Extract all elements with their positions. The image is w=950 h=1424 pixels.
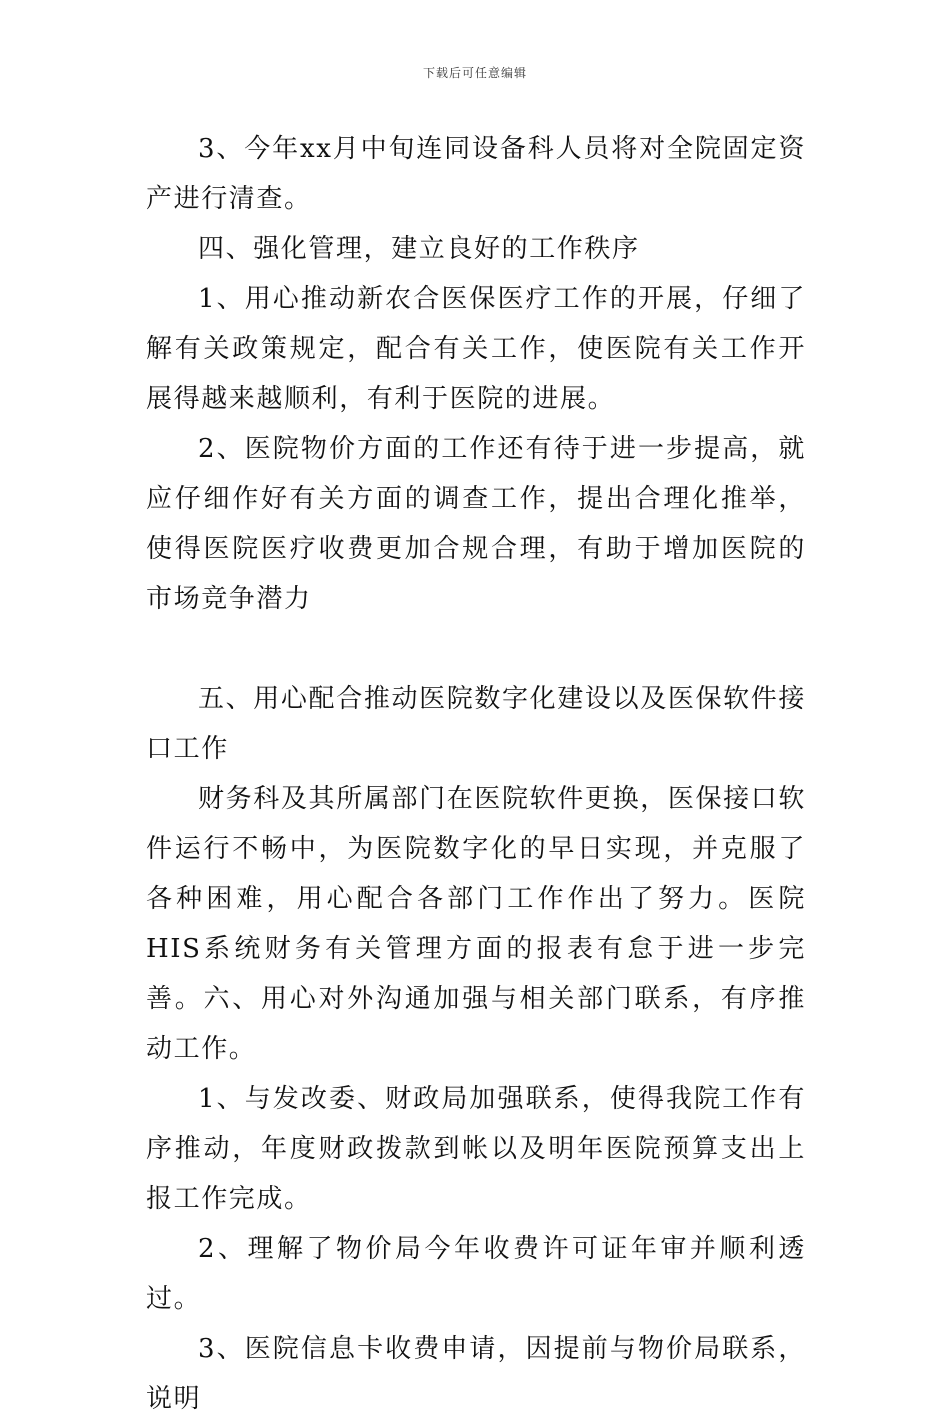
document-body: [146, 124, 806, 1424]
paragraph: 2、医院物价方面的工作还有待于进一步提高，就应仔细作好有关方面的调查工作，提出合理化推举，使得医院医疗收费更加合规合理，有助于增加医院的市场竞争潜力: [146, 434, 806, 614]
paragraph: 3、今年xx月中旬连同设备科人员将对全院固定资产进行清查。: [146, 134, 806, 214]
paragraph: 1、用心推动新农合医保医疗工作的开展，仔细了解有关政策规定，配合有关工作，使医院有关工作开展得越来越顺利，有利于医院的进展。: [146, 284, 806, 414]
section-heading: 五、用心配合推动医院数字化建设以及医保软件接口工作: [146, 684, 806, 764]
paragraph: 1、与发改委、财政局加强联系，使得我院工作有序推动，年度财政拨款到帐以及明年医院预算支出上报工作完成。: [146, 1084, 806, 1214]
paragraph: 财务科及其所属部门在医院软件更换，医保接口软件运行不畅中，为医院数字化的早日实现，并克服了各种困难，用心配合各部门工作作出了努力。医院HIS系统财务有关管理方面的报表有怠于进一步完善。六、用心对外沟通加强与相关部门联系，有序推动工作。: [146, 784, 806, 1064]
paragraph: 2、理解了物价局今年收费许可证年审并顺利透过。: [146, 1234, 806, 1314]
section-heading: 四、强化管理，建立良好的工作秩序: [198, 234, 640, 264]
blank-line: [146, 624, 806, 674]
page-header: 下载后可任意编辑: [422, 66, 527, 80]
paragraph: 3、医院信息卡收费申请，因提前与物价局联系，说明: [146, 1334, 806, 1414]
